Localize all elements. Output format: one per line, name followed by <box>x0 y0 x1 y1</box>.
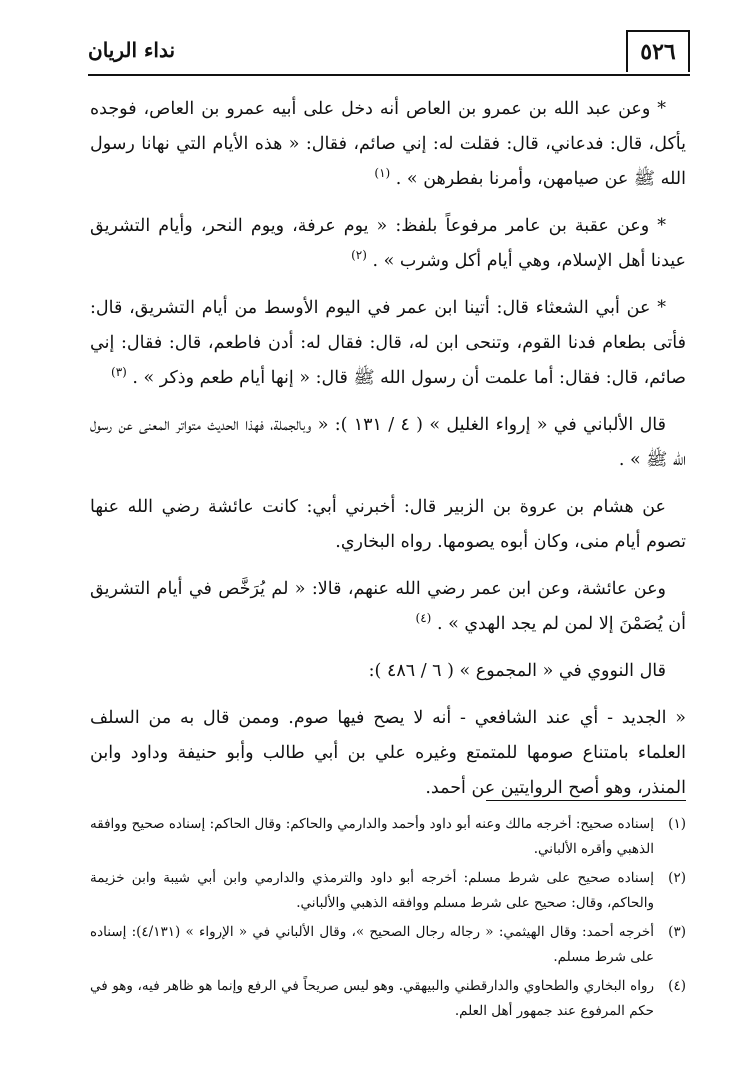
footnote-ref: (٤) <box>415 611 432 626</box>
footnote-text: إسناده صحيح: أخرجه مالك وعنه أبو داود وأحمد والدارمي والحاكم: وقال الحاكم: إسناده صحيح ووافقه الذهبي وأقره الألباني. <box>90 816 654 857</box>
paragraph <box>90 408 686 478</box>
footnote-text: إسناده صحيح على شرط مسلم: أخرجه أبو داود والترمذي والدارمي وابن أبي شيبة وابن خزيمة والحاكم، وقال: صحيح على شرط مسلم ووافقه الذهبي والألباني. <box>90 870 654 911</box>
paragraph <box>90 654 686 689</box>
paragraph-text: « الجديد - أي عند الشافعي - أنه لا يصح فيها صوم. وممن قال به من السلف العلماء بامتناع صومها للمتمتع وغيره علي بن أبي طالب وأبو حنيفة وداود وابن المنذر، وهو أصح الروايتين عن أحمد. <box>90 708 686 798</box>
main-text <box>90 92 686 818</box>
footnote <box>90 866 686 916</box>
paragraph-text: عن هشام بن عروة بن الزبير قال: أخبرني أبي: كانت عائشة رضي الله عنها تصوم أيام منى، وكان أبوه يصومها. رواه البخاري. <box>90 497 686 552</box>
footnote <box>90 920 686 970</box>
footnote-divider <box>486 800 686 801</box>
paragraph-text: * وعن عبد الله بن عمرو بن العاص أنه دخل على أبيه عمرو بن العاص، فوجده يأكل، قال: فدعاني، قال: فقلت له: إني صائم، فقال: « هذه الأيام التي نهانا رسول الله ﷺ عن صيامهن، وأمرنا بفطرهن » . <box>90 99 686 189</box>
running-title: نداء الريان <box>88 38 176 62</box>
footnote-ref: (٣) <box>111 365 127 380</box>
page-number: ٥٢٦ <box>626 30 690 72</box>
footnote-number: (٤) <box>668 978 686 994</box>
footnote <box>90 974 686 1024</box>
paragraph <box>90 291 686 396</box>
footnote-ref: (١) <box>374 166 391 181</box>
footnote-number: (١) <box>668 816 686 832</box>
footnotes <box>90 812 686 1028</box>
footnote-number: (٢) <box>668 870 686 886</box>
paragraph <box>90 209 686 279</box>
paragraph-text: وعن عائشة، وعن ابن عمر رضي الله عنهم، قالا: « لم يُرَخَّص في أيام التشريق أن يُصَمْنَ إلا لمن لم يجد الهدي » . <box>90 579 686 634</box>
paragraph <box>90 92 686 197</box>
footnote-ref: (٢) <box>351 248 367 263</box>
page-header <box>88 30 690 76</box>
paragraph-text: * وعن عقبة بن عامر مرفوعاً بلفظ: « يوم عرفة، ويوم النحر، وأيام التشريق عيدنا أهل الإسلام، وهي أيام أكل وشرب » . <box>90 216 686 271</box>
footnote-text: أخرجه أحمد: وقال الهيثمي: « رجاله رجال الصحيح »، وقال الألباني في « الإرواء » (٤/١٣١): إسناده على شرط مسلم. <box>90 924 654 965</box>
paragraph <box>90 572 686 642</box>
paragraph <box>90 701 686 806</box>
footnote-text: رواه البخاري والطحاوي والدارقطني والبيهقي. وهو ليس صريحاً في الرفع وإنما هو ظاهر فيه، وهو في حكم المرفوع عند جمهور أهل العلم. <box>90 978 654 1019</box>
footnote <box>90 812 686 862</box>
paragraph <box>90 490 686 560</box>
footnote-number: (٣) <box>668 924 686 940</box>
paragraph-text: * عن أبي الشعثاء قال: أتينا ابن عمر في اليوم الأوسط من أيام التشريق، قال: فأتى بطعام فدنا القوم، وتنحى ابن له، قال: فقال له: أدن فاطعم، قال: فقال: إني صائم، قال: فقال: أما علمت أن رسول الله ﷺ قال: « إنها أيام طعم وذكر » . <box>90 298 686 388</box>
paragraph-text: قال النووي في « المجموع » ( ٦ / ٤٨٦ ): <box>368 661 666 681</box>
paragraph-text: قال الألباني في « إرواء الغليل » ( ٤ / ١٣١ ): « وبالجملة، فهذا الحديث متواتر المعنى عن رسول الله ﷺ » . <box>90 415 686 470</box>
